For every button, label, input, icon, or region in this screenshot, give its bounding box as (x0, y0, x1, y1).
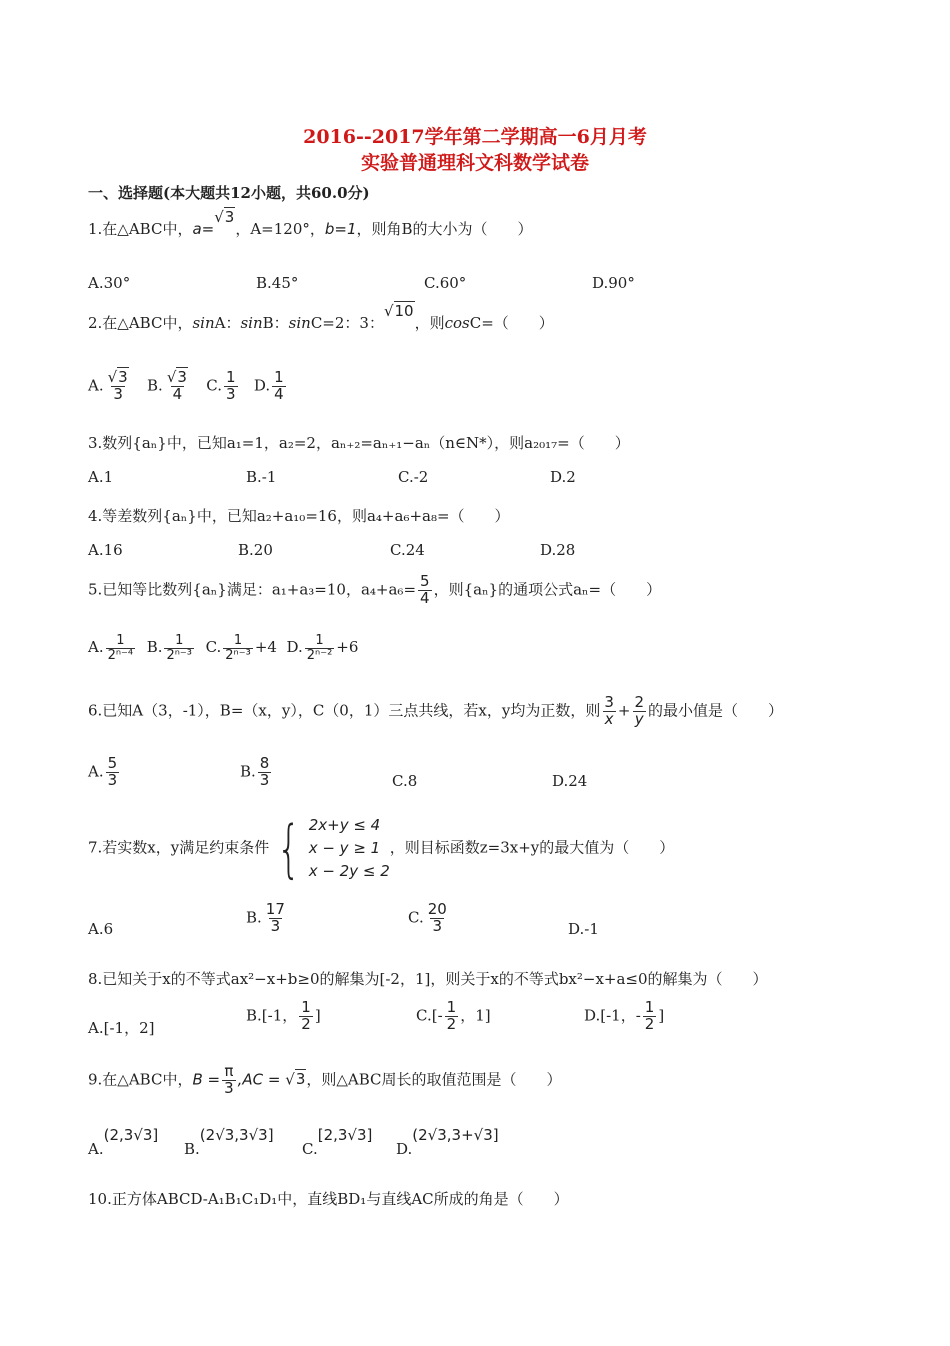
q5-option-b-fraction: $\frac{1}{\text{2ⁿ⁻³}}$ (166, 633, 193, 663)
q6-fraction-2-y: $\frac{2}{y}$ (634, 693, 644, 728)
question-8: 8.已知关于x的不等式ax²−x+b≥0的解集为[-2，1]，则关于x的不等式bx²−x+a≤0的解集为（ ） (88, 970, 768, 988)
q1-option-b: B.45° (256, 274, 299, 292)
q4-option-c: C.24 (390, 541, 425, 559)
question-10: 10.正方体ABCD-A₁B₁C₁D₁中，直线BD₁与直线AC所成的角是（ ） (88, 1190, 569, 1208)
q2-option-a-fraction: $\frac{√3}{3}$ (107, 368, 128, 403)
question-1: 1.在△ABC中，a=√3，A=120°，b=1，则角B的大小为（ ） (88, 208, 533, 238)
question-9: 9.在△ABC中，B = $\frac{\pi}{3}$ ,AC = √3，则△ABC周长的取值范围是（ ） (88, 1062, 562, 1097)
q9-fraction-pi-3: $\frac{\pi}{3}$ (224, 1062, 234, 1097)
q9-option-b: B.(2√3,3√3] (184, 1126, 274, 1158)
q7-option-b: B. $\frac{17}{3}$ (246, 900, 285, 935)
constraint-system: { 2x+y ≤ 4 x − y ≥ 1 x − 2y ≤ 2 (277, 811, 390, 885)
question-6: 6.已知A（3，-1），B=（x，y），C（0，1）三点共线，若x，y均为正数，则 $\frac{3}{x}$ + $\frac{2}{y}$ 的最小值是（ ） (88, 693, 784, 728)
question-7: 7.若实数x，y满足约束条件 { 2x+y ≤ 4 x − y ≥ 1 x − 2y ≤ 2 ，则目标函数z=3x+y的最大值为（ ） (88, 811, 675, 885)
q5-option-d-fraction: $\frac{1}{\text{2ⁿ⁻²}}$ (306, 633, 333, 663)
q4-option-b: B.20 (238, 541, 273, 559)
q1-option-a: A.30° (88, 274, 131, 292)
q5-fraction: $\frac{5}{4}$ (420, 572, 430, 607)
q6-fraction-3-x: $\frac{3}{x}$ (604, 693, 614, 728)
q3-option-b: B.-1 (246, 468, 277, 486)
q9-option-a: A.(2,3√3] (88, 1126, 159, 1158)
q7-option-a: A.6 (88, 920, 114, 938)
q4-option-d: D.28 (540, 541, 576, 559)
question-4: 4.等差数列{aₙ}中，已知a₂+a₁₀=16，则a₄+a₆+a₈=（ ） (88, 507, 510, 525)
q5-option-c-fraction: $\frac{1}{\text{2ⁿ⁻³}}$ (225, 633, 251, 663)
q2-option-d-fraction: $\frac{1}{4}$ (274, 368, 284, 403)
q7-option-c: C. $\frac{20}{3}$ (408, 900, 447, 935)
q2-option-b-fraction: $\frac{√3}{4}$ (166, 368, 187, 403)
q6-option-a: A. $\frac{5}{3}$ (88, 754, 118, 789)
q3-option-d: D.2 (550, 468, 576, 486)
sqrt-3: √3 (214, 208, 235, 226)
q2-options: A. $\frac{√3}{3}$ B. $\frac{√3}{4}$ C. $\frac{1}{3}$ D. $\frac{1}{4}$ (88, 368, 284, 403)
q6-option-d: D.24 (552, 772, 588, 790)
q9-option-d: D.(2√3,3+√3] (396, 1126, 499, 1158)
q8-option-a: A.[-1，2] (88, 1019, 155, 1037)
q7-option-d: D.-1 (568, 920, 599, 938)
q1-option-d: D.90° (592, 274, 635, 292)
title-line-2: 实验普通理科文科数学试卷 (360, 152, 589, 174)
q9-option-c: C.[2,3√3] (302, 1126, 373, 1158)
sqrt-10: √10 (383, 302, 414, 320)
q6-option-c: C.8 (392, 772, 418, 790)
q2-option-c-fraction: $\frac{1}{3}$ (225, 368, 236, 403)
question-2: 2.在△ABC中，sinA：sinB：sinC=2：3：√10，则cosC=（ ） (88, 302, 554, 332)
section-header: 一、选择题(本大题共12小题，共60.0分) (88, 184, 370, 202)
q4-option-a: A.16 (88, 541, 123, 559)
q5-option-a-fraction: $\frac{1}{\text{2ⁿ⁻⁴}}$ (107, 633, 134, 663)
question-5: 5.已知等比数列{aₙ}满足：a₁+a₃=10，a₄+a₆= $\frac{5}{4}$ ，则{aₙ}的通项公式aₙ=（ ） (88, 572, 662, 607)
q6-option-b: B. $\frac{8}{3}$ (240, 754, 270, 789)
title-line-1: 2016--2017学年第二学期高一6月月考 (303, 126, 647, 148)
q1-option-c: C.60° (424, 274, 467, 292)
q5-options: A. $\frac{1}{\text{2ⁿ⁻⁴}}$ B. $\frac{1}{\text{2ⁿ⁻³}}$ C. $\frac{1}{\text{2ⁿ⁻³}}$ +4 D. $\frac{1}{\text{2ⁿ⁻²}}$ +6 (88, 633, 359, 663)
q8-option-d: D.[-1，- $\frac{1}{2}$ ] (584, 998, 665, 1033)
question-3: 3.数列{aₙ}中，已知a₁=1，a₂=2，aₙ₊₂=aₙ₊₁−aₙ（n∈N*），则a₂₀₁₇=（ ） (88, 434, 630, 452)
q3-option-a: A.1 (88, 468, 114, 486)
q3-option-c: C.-2 (398, 468, 429, 486)
q8-option-c: C.[- $\frac{1}{2}$ ，1] (416, 998, 491, 1033)
q8-option-b: B.[-1， $\frac{1}{2}$ ] (246, 998, 321, 1033)
